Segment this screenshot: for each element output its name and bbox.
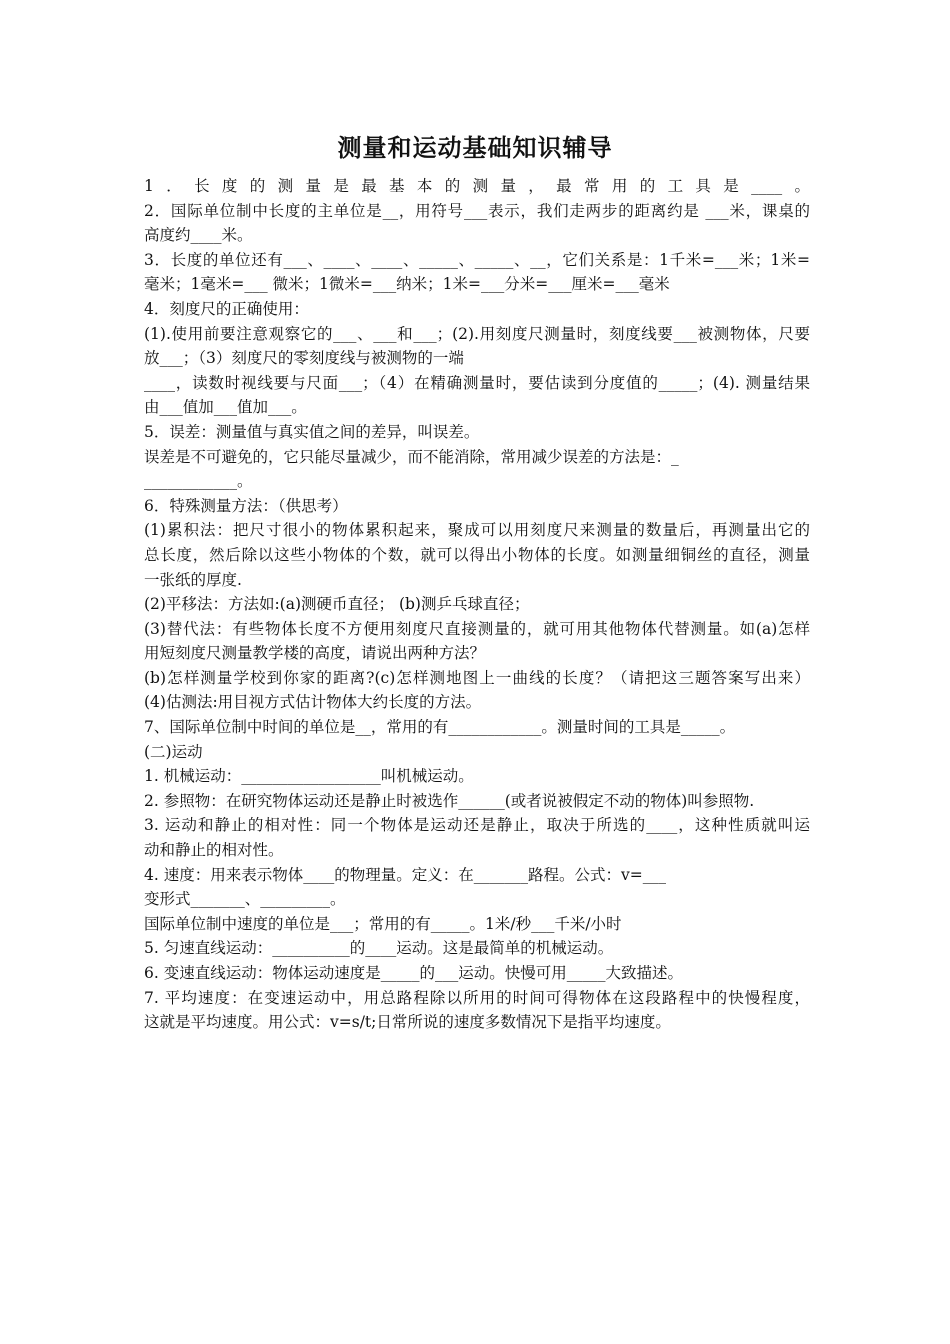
text-line: 6．特殊测量方法：（供思考） (144, 496, 348, 515)
text-line: 7. 平均速度：在变速运动中，用总路程除以所用的时间可得物体在这段路程中的快慢程度， (144, 988, 810, 1007)
document-body (144, 174, 810, 1035)
text-line: ____________。 (144, 472, 253, 491)
text-line: 用短刻度尺测量教学楼的高度，请说出两种方法？ (144, 644, 486, 663)
text-line: 毫米；1毫米=___ 微米；1微米=___纳米；1米=___分米=___厘米=___毫米 (144, 275, 670, 294)
text-line: 误差是不可避免的，它只能尽量减少，而不能消除，常用减少误差的方法是：_ (144, 447, 679, 466)
text-line: 高度约____米。 (144, 226, 253, 245)
text-line: (1)累积法：把尺寸很小的物体累积起来，聚成可以用刻度尺来测量的数量后，再测量出它的 (144, 521, 810, 540)
text-line: 1. 机械运动：__________________叫机械运动。 (144, 767, 474, 786)
text-line: 7、国际单位制中时间的单位是__，常用的有____________。测量时间的工具是_____。 (144, 718, 736, 737)
text-line: 动和静止的相对性。 (144, 841, 284, 860)
text-line: 1．长度的测量是最基本的测量，最常用的工具是____。 (144, 177, 810, 195)
text-line: (3)替代法：有些物体长度不方便用刻度尺直接测量的，就可用其他物体代替测量。如(a)怎样 (144, 619, 810, 638)
text-line: 这就是平均速度。用公式：v=s/t;日常所说的速度多数情况下是指平均速度。 (144, 1013, 671, 1032)
text-line: 一张纸的厚度. (144, 570, 242, 589)
text-line: 总长度，然后除以这些小物体的个数，就可以得出小物体的长度。如测量细铜丝的直径，测量 (144, 545, 810, 564)
text-line: 5．误差：测量值与真实值之间的差异，叫误差。 (144, 422, 480, 441)
text-line: 4. 速度：用来表示物体____的物理量。定义：在_______路程。公式：v=___ (144, 865, 666, 884)
text-line: ____，读数时视线要与尺面___；（4）在精确测量时，要估读到分度值的_____；(4). 测量结果 (144, 373, 810, 392)
text-line: (二)运动 (144, 742, 203, 761)
text-line: 3. 运动和静止的相对性：同一个物体是运动还是静止，取决于所选的____，这种性质就叫运 (144, 816, 810, 835)
text-line: 变形式_______、_________。 (144, 890, 346, 909)
text-line: (4)估测法:用目视方式估计物体大约长度的方法。 (144, 693, 482, 712)
text-line: 2．国际单位制中长度的主单位是__，用符号___表示，我们走两步的距离约是 ___米，课桌的 (144, 201, 810, 220)
text-line: 6. 变速直线运动：物体运动速度是_____的___运动。快慢可用_____大致描述。 (144, 964, 683, 982)
document-title: 测量和运动基础知识辅导 (337, 134, 613, 162)
text-line: 由___值加___值加___。 (144, 398, 307, 417)
text-line: 国际单位制中速度的单位是___；常用的有_____。1米/秒___千米/小时 (144, 914, 622, 933)
text-line: (b)怎样测量学校到你家的距离?(c)怎样测地图上一曲线的长度？（请把这三题答案写出来） (144, 668, 810, 687)
text-line: 放___；（3）刻度尺的零刻度线与被测物的一端 (144, 349, 464, 368)
text-line: 5. 匀速直线运动：__________的____运动。这是最简单的机械运动。 (144, 939, 614, 958)
text-line: (2)平移法：方法如:(a)测硬币直径； (b)测乒乓球直径； (144, 595, 530, 614)
text-line: (1).使用前要注意观察它的___、___和___；(2).用刻度尺测量时，刻度线要___被测物体，尺要 (144, 324, 810, 343)
text-line: 3．长度的单位还有___、____、____、_____、_____、__，它们关系是：1千米=___米；1米= (144, 250, 810, 269)
text-line: 4．刻度尺的正确使用： (144, 299, 309, 318)
text-line: 2. 参照物：在研究物体运动还是静止时被选作______(或者说被假定不动的物体)叫参照物. (144, 791, 755, 810)
